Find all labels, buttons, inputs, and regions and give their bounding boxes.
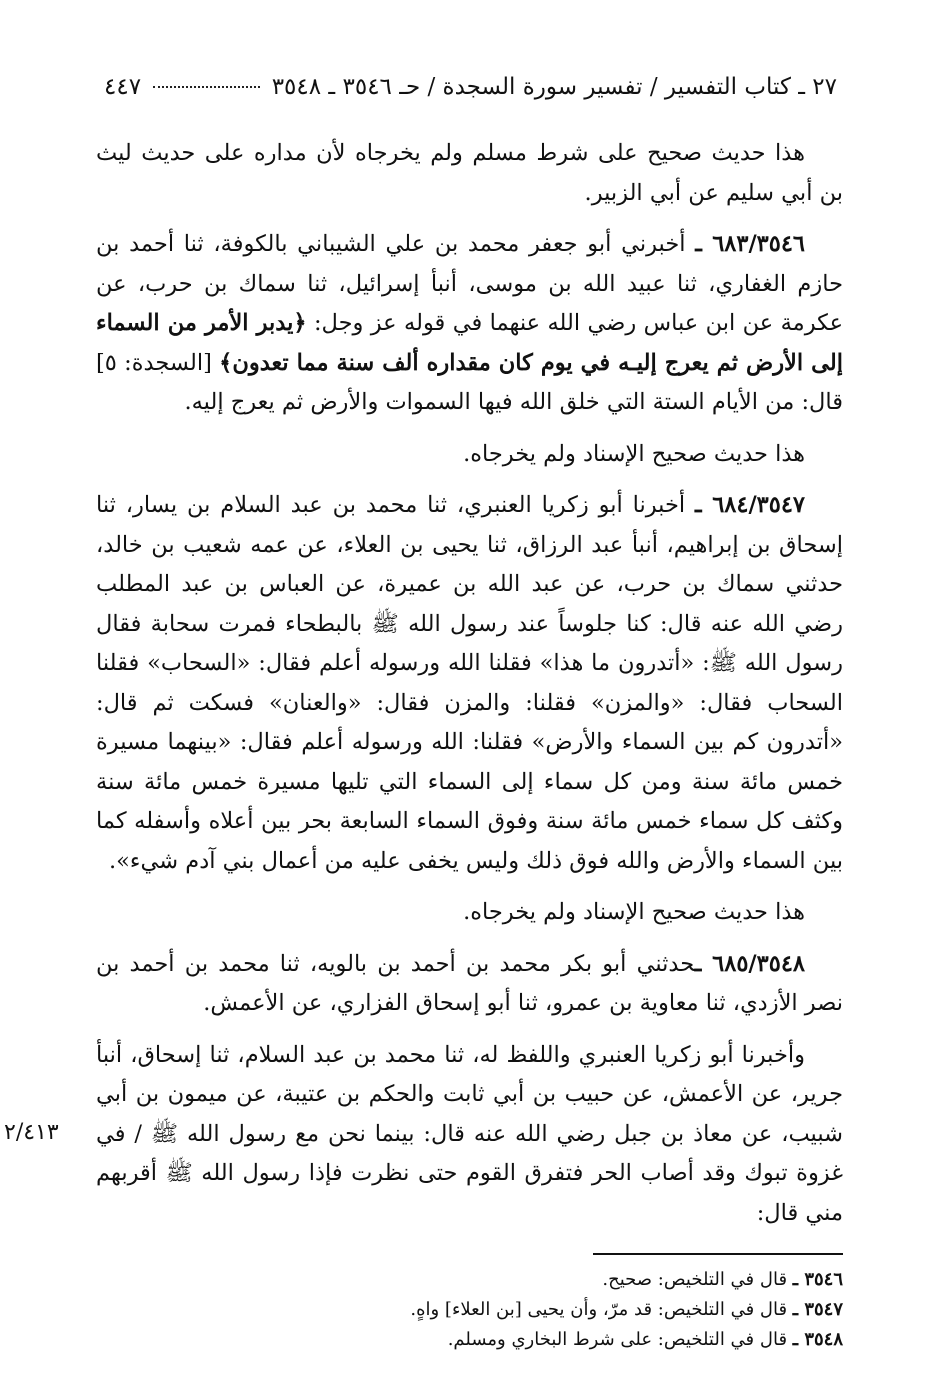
- header-leader-dots: [153, 86, 260, 88]
- text-segment: هذا حديث صحيح على شرط مسلم ولم يخرجاه لأن مداره على حديث ليث بن أبي سليم عن أبي الزبير.: [96, 140, 843, 206]
- text-segment: هذا حديث صحيح الإسناد ولم يخرجاه.: [463, 899, 805, 925]
- header-title: ٢٧ ـ كتاب التفسير / تفسير سورة السجدة / حـ ٣٥٤٦ ـ ٣٥٤٨: [271, 74, 837, 100]
- running-header: [96, 74, 843, 114]
- margin-volume-note: ٢/٤١٣: [4, 1120, 59, 1145]
- footnote-divider: [593, 1253, 843, 1255]
- hadith-3547: [96, 486, 843, 881]
- footnote-number: ٣٥٤٨ ـ: [792, 1329, 843, 1350]
- text-segment: هذا حديث صحيح الإسناد ولم يخرجاه.: [463, 440, 805, 467]
- footnote-text: قال في التلخيص: على شرط البخاري ومسلم.: [447, 1329, 793, 1350]
- paragraph: [96, 1036, 843, 1234]
- text-segment: أخبرنا أبو زكريا العنبري، ثنا محمد بن عبد السلام بن يسار، ثنا إسحاق بن إبراهيم، أنبأ عبد الرزاق، ثنا يحيى بن العلاء، عن عمه شعيب بن خالد، حدثني سماك بن حرب، عن عبد الله بن عميرة، عن العباس بن عبد المطلب رضي الله عنه قال: كنا جلوساً عند رسول الله ﷺ بالبطحاء فمرت سحابة فقال رسول الله ﷺ: «أتدرون ما هذا» فقلنا الله ورسوله أعلم فقال: «السحاب» فقلنا السحاب فقال: «والمزن» فقلنا: والمزن فقال: «والعنان» فسكت ثم قال: «أتدرون كم بين السماء والأرض» فقلنا: الله ورسوله أعلم فقال: «بينهما مسيرة خمس مائة سنة ومن كل سماء إلى السماء التي تليها مسيرة خمس مائة سنة وكثف كل سماء خمس مائة سنة وفوق السماء السابعة بحر بين أعلاه وأسفله كما بين السماء والأرض والله فوق ذلك وليس يخفى عليه من أعمال بني آدم شيء».: [96, 492, 843, 874]
- footnote-number: ٣٥٤٧ ـ: [792, 1299, 843, 1320]
- footnote-text: قال في التلخيص: صحيح.: [602, 1269, 793, 1290]
- main-text: [96, 134, 843, 1233]
- hadith-number: ٦٨٤/٣٥٤٧ ـ: [695, 492, 805, 518]
- paragraph: [96, 134, 843, 213]
- footnote-number: ٣٥٤٦ ـ: [792, 1269, 843, 1290]
- footnote-item: [96, 1325, 843, 1355]
- paragraph: [96, 435, 843, 475]
- hadith-3546: [96, 225, 843, 423]
- hadith-number: ٦٨٥/٣٥٤٨ ـ: [694, 950, 805, 977]
- footnote-item: [96, 1295, 843, 1325]
- quran-verse: ﴿يدبر الأمر من السماء إلى الأرض ثم يعرج إليـه في يوم كان مقداره ألف سنة مما تعدون﴾: [96, 310, 843, 376]
- footnote-item: [96, 1265, 843, 1295]
- page-number: ٤٤٧: [104, 74, 142, 100]
- text-segment: حدثني أبو بكر محمد بن أحمد بن بالويه، ثنا محمد بن أحمد بن نصر الأزدي، ثنا معاوية بن عمرو، ثنا أبو إسحاق الفزاري، عن الأعمش.: [96, 950, 843, 1016]
- footnote-text: قال في التلخيص: قد مرّ، وأن يحيى [بن العلاء] واهٍ.: [410, 1299, 793, 1320]
- paragraph: [96, 893, 843, 933]
- text-segment: وأخبرنا أبو زكريا العنبري واللفظ له، ثنا محمد بن عبد السلام، ثنا إسحاق، أنبأ جرير، عن الأعمش، عن حبيب بن أبي ثابت والحكم بن عتيبة، عن ميمون بن أبي شبيب، عن معاذ بن جبل رضي الله عنه قال: بينما نحن مع رسول الله ﷺ / في غزوة تبوك وقد أصاب الحر فتفرق القوم حتى نظرت فإذا رسول الله ﷺ أقربهم مني قال:: [96, 1041, 843, 1226]
- footnotes: [96, 1265, 843, 1355]
- hadith-3548: [96, 945, 843, 1024]
- text-segment: أخبرني أبو جعفر محمد بن علي الشيباني بالكوفة، ثنا أحمد بن حازم الغفاري، ثنا عبيد الله بن موسى، أنبأ إسرائيل، ثنا سماك بن حرب، عن عكرمة عن ابن عباس رضي الله عنهما في قوله عز وجل:: [96, 231, 843, 336]
- hadith-number: ٦٨٣/٣٥٤٦ ـ: [695, 231, 805, 257]
- text-segment: [السجدة: ٥] قال: من الأيام الستة التي خلق الله فيها السموات والأرض ثم يعرج إليه.: [96, 349, 843, 415]
